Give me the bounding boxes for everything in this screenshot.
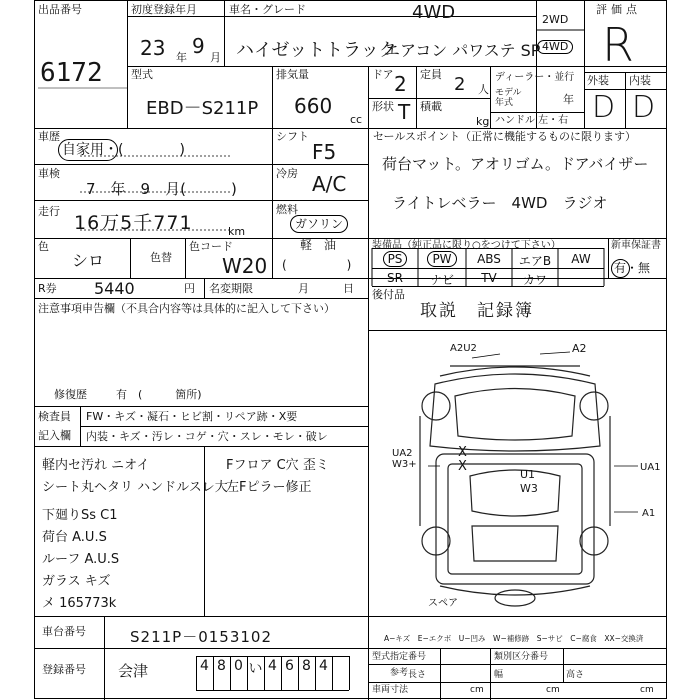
shape-label: 形状 [372, 100, 394, 113]
cm-unit-2: cm [546, 685, 560, 695]
type-value: EBD－S211P [146, 98, 259, 119]
sales-points-line2: ライトレベラー 4WD ラジオ [392, 194, 608, 212]
reg-digit: 8 [302, 658, 311, 674]
first-reg-year: 23 [140, 36, 166, 60]
drive-4wd-circled: 4WD [537, 40, 573, 54]
grade-text: エアコン パワステ SP [384, 41, 541, 60]
mark-front-right: A2 [572, 342, 587, 355]
comment-line: メ 165773k [42, 596, 117, 611]
dim-length: 長さ [408, 670, 427, 680]
color-code-value: W20 [222, 254, 268, 278]
comment-line: Fフロア C穴 歪ミ [226, 458, 329, 473]
reg-digit: 8 [217, 658, 226, 674]
new-warranty-value: 有・無 [614, 261, 651, 275]
drive-text: 4WD [412, 2, 456, 23]
warranty-yes-circle [611, 259, 630, 278]
post-install-label: 後付品 [372, 288, 405, 301]
type-label: 型式 [131, 68, 153, 81]
inspector-row-1: FW・キズ・凝石・ヒビ割・リペア跡・X要 [86, 410, 298, 423]
equip-sr: SR [387, 271, 403, 285]
shift-value: F5 [312, 140, 337, 164]
exterior-label: 外装 [587, 74, 609, 87]
chassis-value: S211P－0153102 [130, 628, 273, 646]
handle-label: ハンドル 左・右 [495, 115, 569, 126]
color-change-label: 色替 [150, 251, 172, 264]
aircon-value: A/C [312, 172, 347, 196]
comment-line: ガラス キズ [42, 574, 111, 589]
aircon-label: 冷房 [276, 167, 298, 180]
color-label: 色 [38, 240, 49, 253]
reg-digit: 0 [234, 658, 243, 674]
reg-label: 登録番号 [42, 663, 86, 676]
drive-2wd: 2WD [542, 13, 569, 26]
model-cert-label: 型式指定番号 [372, 652, 427, 662]
lot-label: 出品番号 [38, 3, 82, 16]
mark-front-left: A2U2 [450, 343, 477, 354]
interior-label: 内装 [629, 74, 651, 87]
reg-digit: い [248, 661, 263, 677]
name-change-value: 月 日 [298, 282, 358, 295]
comment-line: 左Fピラー修正 [226, 480, 312, 495]
sales-points-label: セールスポイント（正常に機能するものに限ります） [373, 130, 637, 143]
equip-aw: AW [571, 252, 591, 266]
repair-label: 修復歴 [54, 388, 87, 401]
inspection-value: 7 年 9 月( ) [86, 180, 237, 198]
fuel-paren: ( ) [282, 258, 358, 272]
private-use-circle [58, 139, 118, 161]
recycle-value: 5440 [94, 279, 135, 298]
first-reg-label: 初度登録年月 [131, 3, 197, 16]
interior-value: D [632, 90, 656, 125]
name-change-label: 名変期限 [209, 282, 253, 295]
doors-label: ドア [372, 68, 394, 81]
inspection-label: 車検 [38, 167, 60, 180]
model-cert-ref: 参考 [390, 668, 409, 678]
displacement-value: 660 [294, 94, 333, 118]
cm-unit-3: cm [640, 685, 654, 695]
repair-value: 有 ( 箇所) [116, 388, 202, 401]
capacity-unit: 人 [478, 83, 489, 96]
inspector-label-1: 検査員 [38, 410, 71, 423]
first-reg-month: 9 [192, 34, 205, 58]
doors-value: 2 [394, 72, 407, 96]
equip-leather: カワ [522, 273, 547, 287]
equip-abs: ABS [477, 252, 501, 266]
dealer-label: ディーラー・並行 [495, 72, 575, 83]
mileage-label: 走行 [38, 205, 60, 218]
history-value: 自家用・( ) [62, 142, 185, 158]
history-label: 車歴 [38, 130, 60, 143]
class-label: 類別区分番号 [494, 652, 549, 662]
inspector-row-2: 内装・キズ・汚レ・コゲ・穴・スレ・モレ・破レ [86, 430, 328, 443]
comment-line: 下廻りSs C1 [42, 508, 118, 523]
notes-label: 注意事項申告欄（不具合内容等は具体的に記入して下さい） [38, 302, 335, 315]
lot-number: 6172 [40, 58, 103, 88]
dims-label: 車両寸法 [372, 685, 409, 695]
spare-label: スペア [428, 598, 458, 609]
reg-digit: 4 [319, 658, 328, 674]
comment-line: 軽内セ汚れ ニオイ [42, 458, 150, 473]
mark-right-1: UA1 [640, 462, 661, 473]
equip-pw: PW [418, 252, 466, 266]
comment-line: 荷台 A.U.S [42, 530, 107, 545]
dim-width: 幅 [494, 670, 504, 680]
mark-right-2: A1 [642, 508, 656, 519]
yen-unit: 円 [184, 282, 195, 295]
capacity-label: 定員 [420, 68, 442, 81]
inspector-comments-right [226, 454, 366, 498]
color-code-label: 色コード [189, 240, 233, 253]
mileage-value: 16万5千771 [74, 212, 193, 234]
comment-line: シート丸ヘタリ ハンドルスレ大 [42, 480, 228, 495]
equipment-label: 装備品（純正品に限り○をつけて下さい） [372, 240, 561, 251]
reg-digit: 4 [200, 658, 209, 674]
post-install-value: 取説 記録簿 [420, 301, 534, 321]
chassis-label: 車台番号 [42, 625, 86, 638]
model-year-unit: 年 [563, 93, 574, 106]
reg-digit: 6 [285, 658, 294, 674]
reg-number [196, 658, 349, 678]
fuel-gasoline: ガソリン [290, 215, 348, 233]
shift-label: シフト [276, 130, 309, 143]
recycle-label: R券 [38, 282, 57, 295]
reg-place: 会津 [118, 662, 149, 680]
rating-label: 評価点 [596, 3, 641, 16]
equip-tv: TV [481, 271, 497, 285]
dim-height: 高さ [566, 670, 585, 680]
equip-ps: PS [372, 252, 418, 266]
new-warranty-label: 新車保証書 [611, 240, 661, 251]
comment-line: ルーフ A.U.S [42, 552, 120, 567]
shape-value: T [398, 100, 411, 124]
cc-unit: cc [350, 113, 363, 126]
capacity-value: 2 [454, 74, 466, 95]
kg-unit: kg [476, 115, 490, 128]
color-value: シロ [72, 251, 105, 270]
km-unit: km [228, 225, 246, 238]
inspector-comments-left [42, 454, 228, 614]
displacement-label: 排気量 [276, 68, 309, 81]
fuel-label: 燃料 [276, 203, 298, 216]
exterior-value: D [592, 90, 616, 125]
reg-digit: 4 [268, 658, 277, 674]
model-name: ハイゼットトラック [236, 40, 397, 61]
equip-airbag: エアB [518, 254, 552, 268]
year-unit: 年 [176, 51, 187, 64]
mark-center: U1 W3 [520, 468, 538, 495]
model-year-label: モデル年式 [495, 88, 522, 108]
load-label: 積載 [420, 100, 442, 113]
month-unit: 月 [210, 51, 221, 64]
inspector-label-2: 記入欄 [38, 429, 71, 442]
mark-center-x: X X [458, 445, 467, 474]
fuel-diesel: 軽 油 [300, 238, 337, 252]
sales-points-line1: 荷台マット。アオリゴム。ドアバイザー [382, 155, 649, 173]
cm-unit-1: cm [470, 685, 484, 695]
model-grade-label: 車名・グレード [229, 3, 306, 16]
rating-value: R [602, 18, 634, 72]
mark-left-side: UA2 W3+ [392, 448, 417, 470]
damage-legend: A−キズ E−エクボ U−凹み W−補修跡 S−サビ C−腐食 XX−交換済 [384, 634, 644, 643]
equip-navi: ナビ [429, 273, 454, 287]
